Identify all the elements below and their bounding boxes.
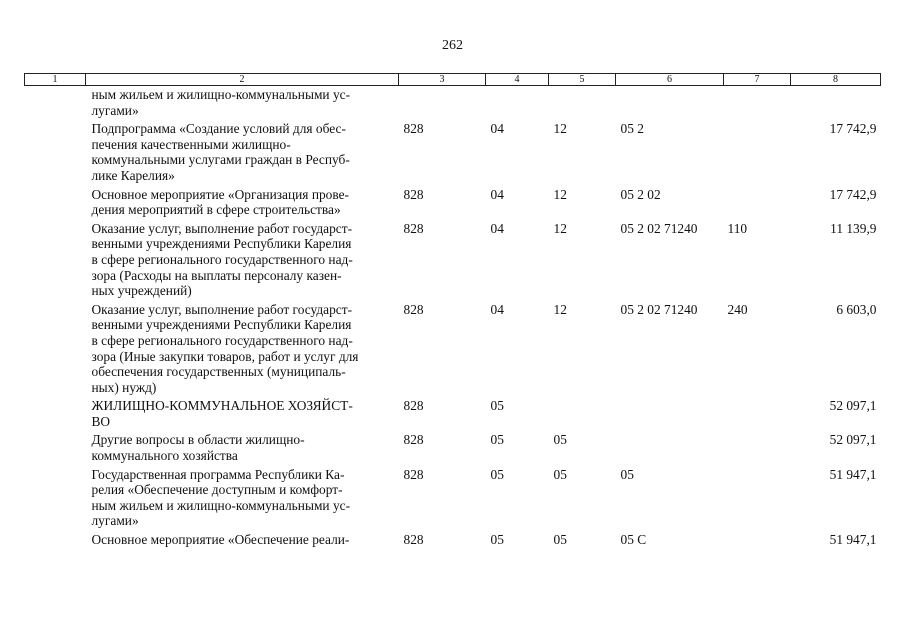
row-number-cell <box>25 118 86 183</box>
ministry-code: 828 <box>403 186 424 202</box>
target-article-code: 05 2 02 71240 <box>620 301 698 317</box>
column-header-3: 3 <box>399 74 486 86</box>
ministry-code: 828 <box>403 432 424 448</box>
amount: 17 742,9 <box>829 121 877 137</box>
section-code <box>486 86 549 119</box>
column-header-8: 8 <box>791 74 881 86</box>
section-code: 05 <box>490 432 504 448</box>
page-number: 262 <box>442 38 463 53</box>
row-number-cell <box>25 464 86 529</box>
target-article-code <box>616 86 724 119</box>
subsection-code: 12 <box>553 220 567 236</box>
target-article-code: 05 2 02 <box>620 186 661 202</box>
row-name: ным жильем и жилищно-коммунальными ус- лугами» <box>91 87 351 118</box>
subsection-code <box>549 86 616 119</box>
expense-type-code: 110 <box>727 220 748 236</box>
ministry-code <box>399 86 486 119</box>
table-row <box>25 429 881 463</box>
amount: 51 947,1 <box>829 466 877 482</box>
section-code: 04 <box>490 220 504 236</box>
target-article-code: 05 2 02 71240 <box>620 220 698 236</box>
amount: 51 947,1 <box>829 532 877 548</box>
row-name: Другие вопросы в области жилищно- коммунального хозяйства <box>91 432 305 464</box>
row-name: Основное мероприятие «Организация прове- дения мероприятий в сфере строительства» <box>91 186 350 218</box>
subsection-code: 05 <box>553 432 567 448</box>
subsection-code <box>549 395 616 429</box>
ministry-code: 828 <box>403 398 424 414</box>
row-number-cell <box>25 299 86 396</box>
amount: 6 603,0 <box>836 301 877 317</box>
subsection-code: 12 <box>553 186 567 202</box>
amount: 52 097,1 <box>829 432 877 448</box>
amount <box>791 86 881 119</box>
table-row <box>25 395 881 429</box>
section-code: 04 <box>490 121 504 137</box>
row-number-cell <box>25 184 86 218</box>
target-article-code: 05 С <box>620 532 647 548</box>
table-row <box>25 299 881 396</box>
table-row <box>25 464 881 529</box>
column-header-4: 4 <box>486 74 549 86</box>
expense-type-code <box>724 429 791 463</box>
ministry-code: 828 <box>403 532 424 548</box>
row-number-cell <box>25 86 86 119</box>
expense-type-code <box>724 86 791 119</box>
ministry-code: 828 <box>403 220 424 236</box>
section-code: 05 <box>490 398 504 414</box>
column-header-6: 6 <box>616 74 724 86</box>
column-header-7: 7 <box>724 74 791 86</box>
expense-type-code <box>724 118 791 183</box>
subsection-code: 05 <box>553 466 567 482</box>
expense-type-code: 240 <box>727 301 748 317</box>
row-number-cell <box>25 529 86 548</box>
table-body <box>25 86 881 548</box>
subsection-code: 12 <box>553 121 567 137</box>
expense-type-code <box>724 464 791 529</box>
table-header <box>25 74 881 86</box>
row-name: ЖИЛИЩНО-КОММУНАЛЬНОЕ ХОЗЯЙСТ- ВО <box>91 398 353 429</box>
row-number-cell <box>25 218 86 299</box>
section-code: 05 <box>490 532 504 548</box>
expense-type-code <box>724 395 791 429</box>
subsection-code: 12 <box>553 301 567 317</box>
section-code: 04 <box>490 186 504 202</box>
amount: 11 139,9 <box>830 220 877 236</box>
row-name: Основное мероприятие «Обеспечение реали- <box>91 532 350 548</box>
target-article-code <box>616 395 724 429</box>
column-header-5: 5 <box>549 74 616 86</box>
budget-table <box>24 73 881 548</box>
ministry-code: 828 <box>403 301 424 317</box>
table-row <box>25 184 881 218</box>
table-row <box>25 529 881 548</box>
section-code: 05 <box>490 466 504 482</box>
amount: 17 742,9 <box>829 186 877 202</box>
row-name: Оказание услуг, выполнение работ государст- венными учреждениями Республики Карелия в сфере регионального государственного над- зора (Расходы на выплаты персоналу казен- ных учреждений) <box>91 220 353 299</box>
expense-type-code <box>724 184 791 218</box>
table-row <box>25 86 881 119</box>
row-name: Оказание услуг, выполнение работ государст- венными учреждениями Республики Карелия в сфере регионального государственного над- зора (Иные закупки товаров, работ и услуг для обеспечения государственных (муниципаль- ных) нужд) <box>91 301 359 395</box>
target-article-code: 05 <box>620 466 634 482</box>
column-header-1: 1 <box>25 74 86 86</box>
subsection-code: 05 <box>553 532 567 548</box>
table-row <box>25 118 881 183</box>
row-name: Государственная программа Республики Ка- релия «Обеспечение доступным и комфорт- ным жильем и жилищно-коммунальными ус- лугами» <box>91 466 351 529</box>
row-number-cell <box>25 429 86 463</box>
row-number-cell <box>25 395 86 429</box>
target-article-code: 05 2 <box>620 121 644 137</box>
row-name: Подпрограмма «Создание условий для обес- печения качественными жилищно- коммунальными услугами граждан в Респуб- лике Карелия» <box>91 121 350 183</box>
table-row <box>25 218 881 299</box>
ministry-code: 828 <box>403 121 424 137</box>
amount: 52 097,1 <box>829 398 877 414</box>
section-code: 04 <box>490 301 504 317</box>
ministry-code: 828 <box>403 466 424 482</box>
expense-type-code <box>724 529 791 548</box>
column-header-2: 2 <box>86 74 399 86</box>
target-article-code <box>616 429 724 463</box>
